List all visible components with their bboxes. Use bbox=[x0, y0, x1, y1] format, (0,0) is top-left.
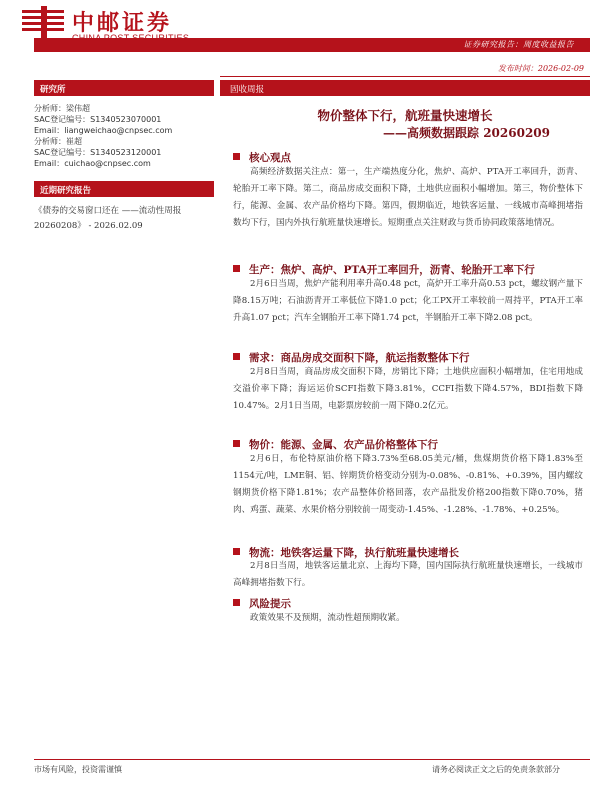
bullet-icon bbox=[233, 440, 240, 447]
analyst-name: 分析师：崔超 bbox=[34, 137, 82, 146]
section-paragraph: 2月6日当周，焦炉产能利用率升高0.48 pct，高炉开工率升高0.53 pct，螺纹钢产量下降8.15万吨；石油沥青开工率低位下降1.0 pct；化工PX开工率较前一周持平，PTA开工率升高1.07 pct；汽车全钢胎开工率下降1.74 pct，半钢胎开工率下降2.08 pct。 bbox=[233, 279, 583, 323]
bullet-icon bbox=[233, 265, 240, 272]
bullet-icon bbox=[233, 548, 240, 555]
bullet-icon bbox=[233, 153, 240, 160]
footer-risk-notice: 市场有风险，投资需谨慎 bbox=[34, 765, 122, 774]
analyst-sac: SAC登记编号：S1340523120001 bbox=[34, 148, 162, 157]
section-heading: 需求：商品房成交面积下降，航运指数整体下行 bbox=[233, 350, 470, 365]
researchers-heading: 研究所 bbox=[34, 80, 214, 96]
report-type-tag: 证券研究报告：周度收益报告 bbox=[463, 40, 574, 49]
recent-report-link[interactable]: 《债券的交易窗口还在 ——流动性周报 20260208》 - 2026.02.09 bbox=[34, 206, 182, 231]
footer-disclaimer: 请务必阅读正文之后的免责条款部分 bbox=[432, 765, 560, 774]
section-paragraph: 高频经济数据关注点：第一，生产端热度分化，焦炉、高炉、PTA开工率回升，沥青、轮胎开工率下降。第二，商品房成交面积下降，土地供应面积小幅增加。第三，物价整体下行，能源、金属、农产品价格均下降。第四，假期临近，地铁客运量、一线城市高峰拥堵指数均下行，国内外执行航班量快速增长。短期重点关注财政与货币协同政策落地情况。 bbox=[233, 167, 583, 228]
footer-divider bbox=[34, 759, 590, 760]
bullet-icon bbox=[233, 599, 240, 606]
analyst-name: 分析师：梁伟超 bbox=[34, 104, 90, 113]
recent-reports-heading: 近期研究报告 bbox=[34, 181, 214, 197]
section-paragraph: 2月6日，布伦特原油价格下降3.73%至68.05美元/桶，焦煤期货价格下降1.83%至1154元/吨，LME铜、铝、锌期货价格变动分别为-0.08%、-0.81%、+0.39%，国内螺纹钢期货价格下降1.81%；农产品整体价格回落，农产品批发价格200指数下降0.70%，猪肉、鸡蛋、蔬菜、水果价格分别较前一周变动-1.45%、-1.28%、-1.78%、+0.25%。 bbox=[233, 454, 583, 515]
bullet-icon bbox=[233, 353, 240, 360]
logo-name-cn: 中邮证券 bbox=[72, 11, 173, 36]
divider bbox=[220, 76, 590, 77]
section-tag: 固收周报 bbox=[220, 80, 590, 96]
report-title: 物价整体下行，航班量快速增长 bbox=[317, 108, 493, 123]
section-paragraph: 2月8日当周，商品房成交面积下降，房销比下降；土地供应面积小幅增加，住宅用地成交溢价率下降；海运运价SCFI指数下降3.81%，CCFI指数下降4.57%，BDI指数下降10.47%。2月1日当周，电影票房较前一周下降0.2亿元。 bbox=[233, 367, 583, 411]
header-bar bbox=[34, 38, 590, 52]
analyst-info bbox=[34, 103, 214, 169]
analyst-email[interactable]: Email：liangweichao@cnpsec.com bbox=[34, 126, 173, 135]
section-heading: 核心观点 bbox=[233, 150, 291, 165]
section-paragraph: 政策效果不及预期，流动性超预期收紧。 bbox=[250, 613, 405, 623]
section-heading: 风险提示 bbox=[233, 596, 291, 611]
section-paragraph: 2月8日当周，地铁客运量北京、上海均下降，国内国际执行航班量快速增长，一线城市高峰拥堵指数下行。 bbox=[233, 561, 583, 588]
section-heading: 物价：能源、金属、农产品价格整体下行 bbox=[233, 437, 438, 452]
section-heading: 物流：地铁客运量下降，执行航班量快速增长 bbox=[233, 545, 459, 560]
report-subtitle: ——高频数据跟踪 20260209 bbox=[383, 126, 550, 140]
analyst-email[interactable]: Email：cuichao@cnpsec.com bbox=[34, 159, 151, 168]
analyst-sac: SAC登记编号：S1340523070001 bbox=[34, 115, 162, 124]
publish-date: 发布时间：2026-02-09 bbox=[497, 64, 584, 73]
section-heading: 生产：焦炉、高炉、PTA开工率回升，沥青、轮胎开工率下行 bbox=[233, 262, 535, 277]
